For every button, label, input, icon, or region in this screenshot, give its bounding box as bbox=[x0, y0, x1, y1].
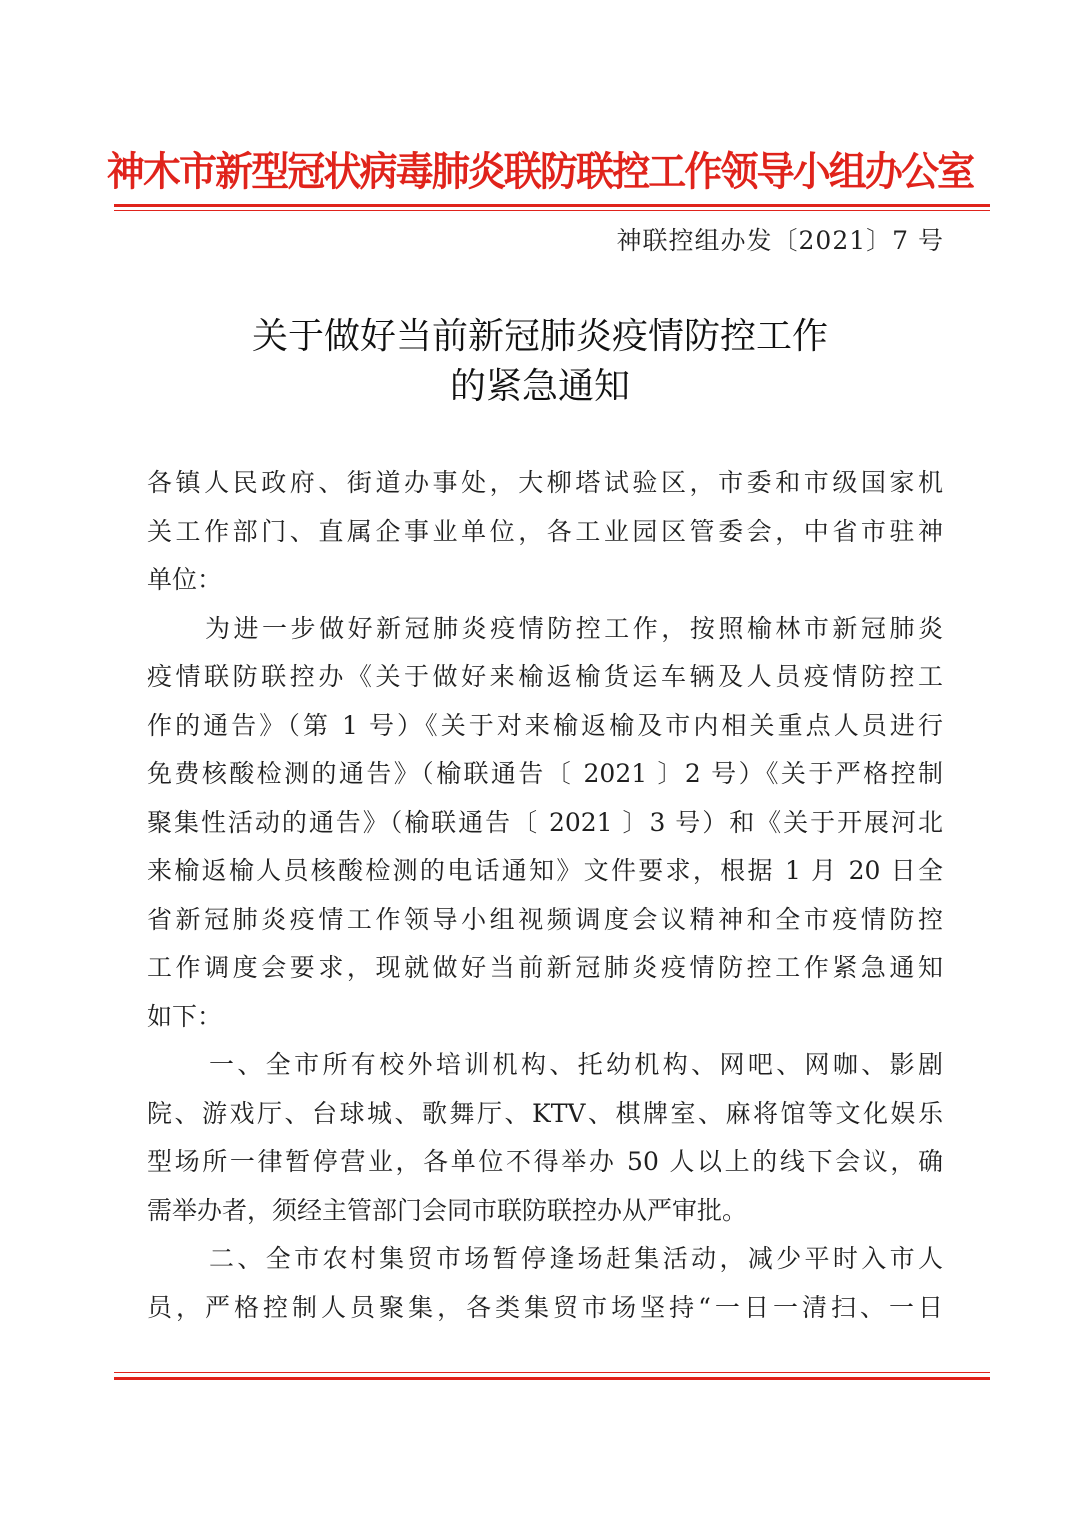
intro-line: 省新冠肺炎疫情工作领导小组视频调度会议精神和全市疫情防控 bbox=[147, 904, 943, 934]
intro-line: 聚集性活动的通告》（榆联通告〔 2021 〕3 号）和《关于开展河北 bbox=[147, 807, 943, 837]
intro-line: 来榆返榆人员核酸检测的电话通知》文件要求，根据 1 月 20 日全 bbox=[147, 856, 943, 885]
document-title-line-2: 的紧急通知 bbox=[449, 366, 630, 407]
item-one-line: 需举办者，须经主管部门会同市联防联控办从严审批。 bbox=[147, 1195, 748, 1225]
intro-line: 作的通告》（第 1 号）《关于对来榆返榆及市内相关重点人员进行 bbox=[147, 710, 943, 740]
addressee-paragraph bbox=[147, 459, 943, 605]
addressee-line: 单位： bbox=[147, 565, 223, 594]
item-two-line: 员，严格控制人员聚集，各类集贸市场坚持“一日一清扫、一日 bbox=[147, 1292, 943, 1322]
addressee-line: 各镇人民政府、街道办事处，大柳塔试验区，市委和市级国家机 bbox=[147, 468, 943, 497]
footer-red-rule bbox=[114, 1377, 990, 1380]
intro-paragraph bbox=[147, 605, 943, 1042]
document-title-line-1: 关于做好当前新冠肺炎疫情防控工作 bbox=[251, 316, 828, 357]
document-number: 神联控组办发〔2021〕7 号 bbox=[616, 226, 944, 255]
intro-line: 如下： bbox=[147, 1001, 223, 1031]
item-two-paragraph bbox=[147, 1235, 943, 1332]
item-one-line: 一、全市所有校外培训机构、托幼机构、网吧、网咖、影剧 bbox=[209, 1050, 943, 1079]
item-one-line: 型场所一律暂停营业，各单位不得举办 50 人以上的线下会议，确 bbox=[147, 1147, 943, 1176]
intro-line: 为进一步做好新冠肺炎疫情防控工作，按照榆林市新冠肺炎 bbox=[205, 613, 943, 643]
addressee-line: 关工作部门、直属企事业单位，各工业园区管委会，中省市驻神 bbox=[147, 516, 943, 546]
intro-line: 疫情联防联控办《关于做好来榆返榆货运车辆及人员疫情防控工 bbox=[147, 662, 943, 691]
document-body bbox=[147, 459, 943, 1332]
item-one-paragraph bbox=[147, 1041, 943, 1235]
issuing-organization-header: 神木市新型冠状病毒肺炎联防联控工作领导小组办公室 bbox=[106, 149, 974, 195]
item-two-line: 二、全市农村集贸市场暂停逢场赶集活动，减少平时入市人 bbox=[209, 1244, 943, 1273]
document-title bbox=[0, 312, 1080, 412]
header-red-rule-thin bbox=[114, 210, 990, 211]
intro-line: 免费核酸检测的通告》（榆联通告〔 2021 〕2 号）《关于严格控制 bbox=[147, 759, 943, 788]
item-one-line: 院、游戏厅、台球城、歌舞厅、KTV、棋牌室、麻将馆等文化娱乐 bbox=[147, 1098, 943, 1128]
footer-red-rule-thin bbox=[114, 1372, 990, 1373]
intro-line: 工作调度会要求，现就做好当前新冠肺炎疫情防控工作紧急通知 bbox=[147, 953, 943, 982]
header-red-rule bbox=[114, 204, 990, 207]
